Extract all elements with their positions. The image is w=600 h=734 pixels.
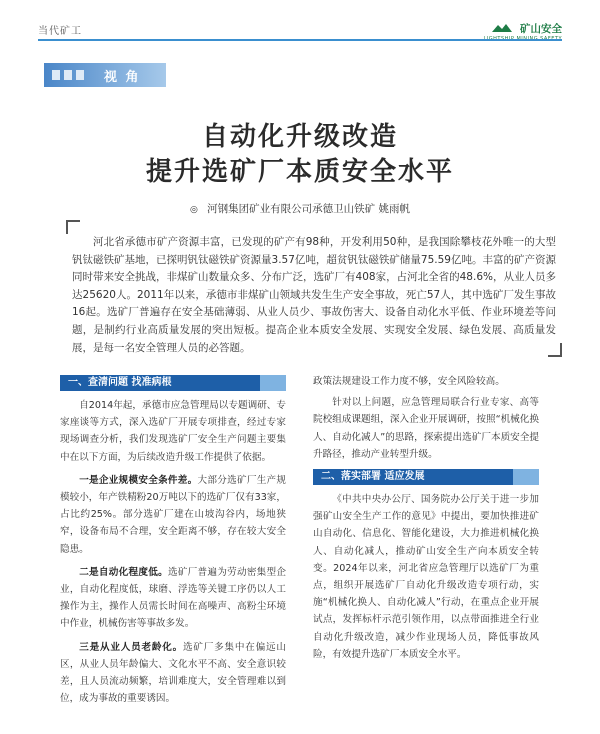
section-heading-1: 一、查清问题 找准病根	[60, 375, 286, 391]
badge-square-decoration	[64, 70, 72, 80]
section-heading-2: 二、落实部署 适应发展	[313, 469, 539, 485]
paragraph-text: 选矿厂普遍为劳动密集型企业，自动化程度低，球磨、浮选等关键工序仍以人工操作为主，操作人员需长时间在高噪声、高粉尘环境中作业，机械伤害等事故多发。	[60, 566, 287, 630]
body-column-right	[313, 373, 539, 669]
paragraph-lead: 三是从业人员老龄化。	[79, 641, 183, 653]
article-title-line2: 提升选矿厂本质安全水平	[145, 157, 454, 187]
brand-name: 矿山安全	[520, 23, 562, 35]
paragraph	[60, 564, 286, 633]
article-author	[0, 201, 600, 216]
column-badge-label: 视 角	[104, 70, 141, 85]
body-column-left	[60, 373, 286, 713]
intro-corner-top-left	[66, 220, 80, 234]
paragraph	[60, 472, 286, 558]
badge-square-decoration	[52, 70, 60, 80]
article-title-line1: 自动化升级改造	[201, 122, 398, 152]
magazine-column-label: 当代矿工	[38, 26, 82, 37]
paragraph-lead: 二是自动化程度低。	[79, 566, 168, 578]
paragraph-continuation: 政策法规建设工作力度不够，安全风险较高。	[313, 376, 505, 387]
paragraph: 《中共中央办公厅、国务院办公厅关于进一步加强矿山安全生产工作的意见》中提出，要加快推进矿山自动化、信息化、智能化建设，大力推进机械化换人、自动化减人，推动矿山安全生产向本质安全转变。2024年以来，河北省应急管理厅以选矿厂为重点，组织开展选矿厂自动化升级改造专项行动，实施“机械化换人、自动化减人”行动，在重点企业开展试点，发挥标杆示范引领作用，以点带面推进全行业自动化升级改造，减少作业现场人员，降低事故风险，有效提升选矿厂本质安全水平。	[313, 494, 539, 660]
header-divider	[38, 39, 562, 41]
author-mark: ◎	[189, 205, 198, 215]
intro-corner-bottom-right	[548, 343, 562, 357]
paragraph	[60, 639, 286, 708]
paragraph-text: 大部分选矿厂生产规模较小，年产铁精粉20万吨以下的选矿厂仅有33家，占比约25%。部分选矿厂建在山坡沟谷内，场地狭窄，设备布局不合理，安全距离不够，存在较大安全隐患。	[60, 474, 287, 555]
column-badge	[44, 63, 166, 87]
article-intro: 河北省承德市矿产资源丰富，已发现的矿产有98种，开发利用50种，是我国除攀枝花外唯一的大型钒钛磁铁矿基地，已探明钒钛磁铁矿资源量3.57亿吨，超贫钒钛磁铁矿储量75.59亿吨。丰富的矿产资源同时带来安全挑战，非煤矿山数量众多、分布广泛，选矿厂有408家，占河北全省的48.6%，从业人员多达25620人。2011年以来，承德市非煤矿山领域共发生生产安全事故，死亡57人，其中选矿厂发生事故16起。选矿厂普遍存在安全基础薄弱、从业人员少、事故伤害大、设备自动化水平低、作业环境差等问题，是制约行业高质量发展的突出短板。提高企业本质安全发展、实现安全发展、绿色发展、高质量发展，是每一名安全管理人员的必答题。	[72, 236, 556, 354]
paragraph: 针对以上问题，应急管理局联合行业专家、高等院校组成课题组，深入企业开展调研，按照“机械化换人、自动化减人”的思路，探索提出选矿厂本质安全提升路径，推动产业转型升级。	[313, 397, 539, 460]
badge-square-decoration	[76, 70, 84, 80]
paragraph-text: 选矿厂多集中在偏远山区，从业人员年龄偏大、文化水平不高、安全意识较差，且人员流动频繁，培训难度大，安全管理难以到位，成为事故的重要诱因。	[60, 641, 287, 705]
paragraph: 自2014年起，承德市应急管理局以专题调研、专家座谈等方式，深入选矿厂开展专项排查，经过专家现场调查分析，我们发现选矿厂安全生产问题主要集中在以下方面，为后续改造升级工作提供了依据。	[60, 400, 286, 463]
author-text: 河钢集团矿业有限公司承德卫山铁矿 姚雨帆	[207, 203, 411, 215]
brand-logo-icon	[492, 23, 512, 33]
paragraph-lead: 一是企业规模安全条件差。	[79, 474, 198, 486]
